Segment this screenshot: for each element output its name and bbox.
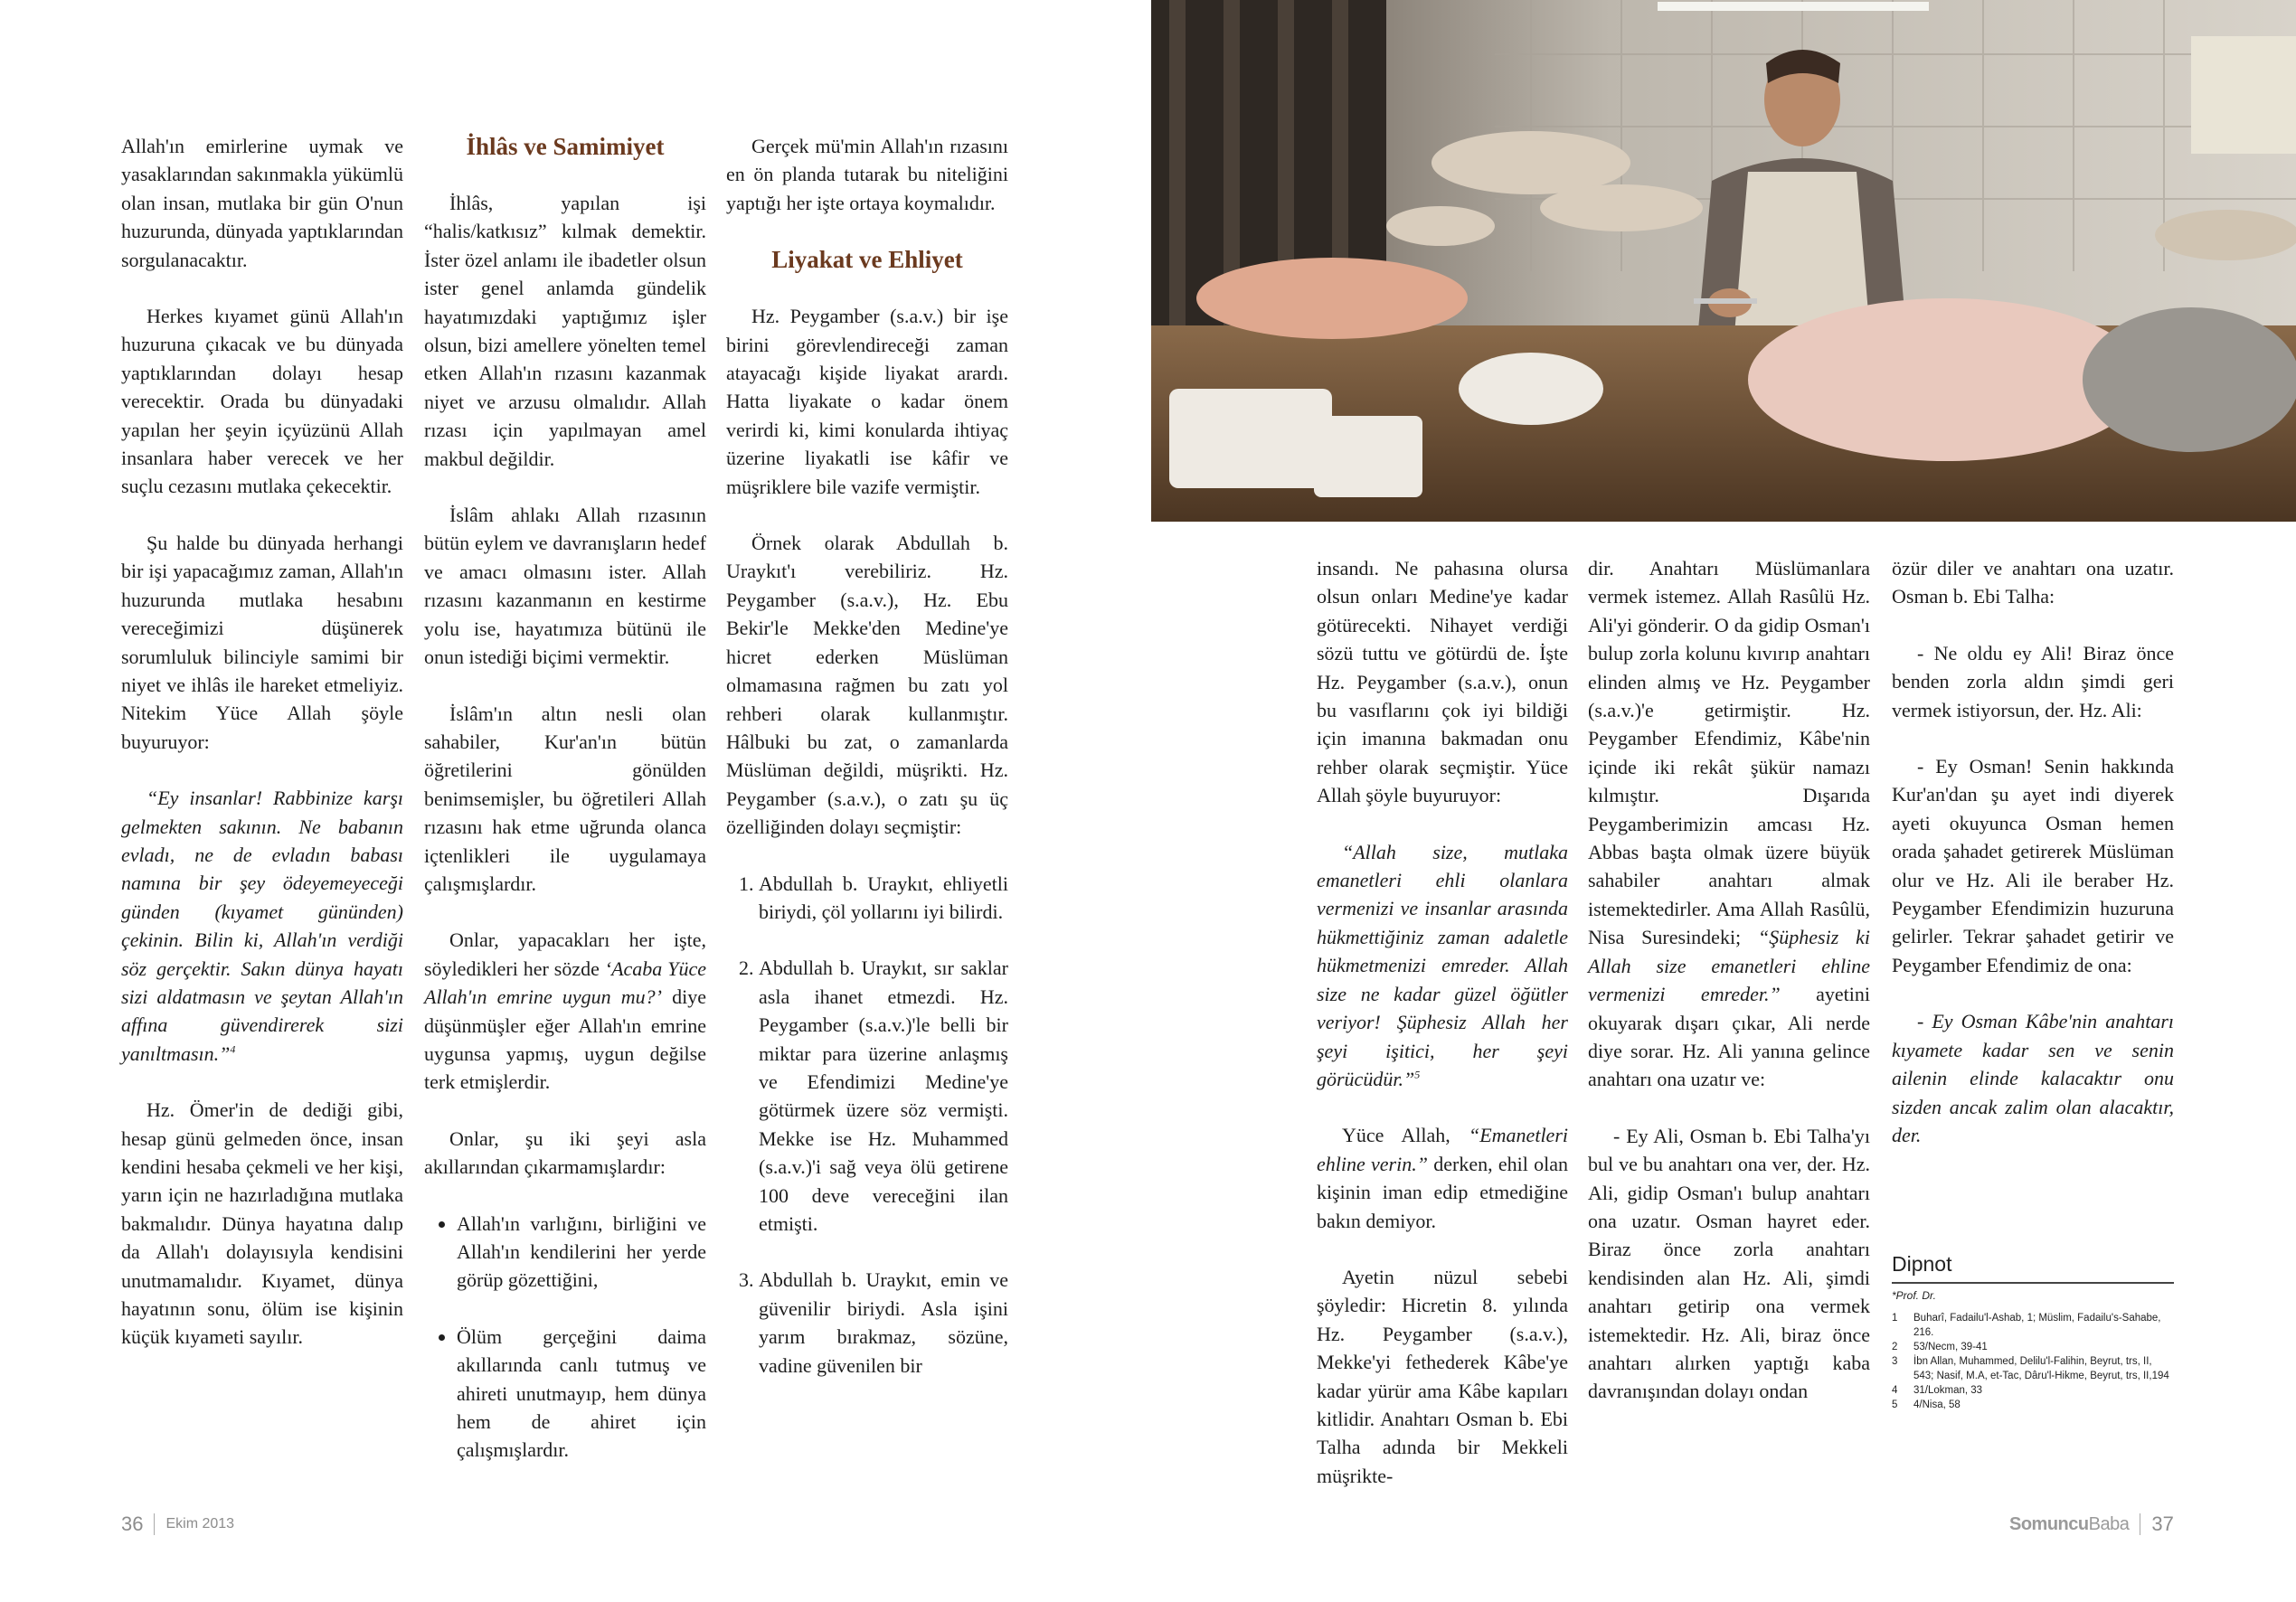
footer-divider: [154, 1513, 155, 1535]
text-run: Yüce Allah,: [1342, 1124, 1469, 1147]
column-4: [1317, 554, 1568, 1518]
page-number: 37: [2151, 1512, 2174, 1535]
column-2: [424, 132, 706, 1493]
footnote-text: 4/Nisa, 58: [1913, 1399, 1961, 1410]
fishmonger-photo: [1151, 0, 2296, 522]
paragraph: İslâm ahlakı Allah rızasının bütün eylem ve davranışların hedef ve amacı olmasını ister. Allah rızasını kazanmanın en kestirme yolu ise, hayatımıza bütünü ile onun istediği biçimi vermektir.: [424, 504, 706, 669]
paragraph: [1317, 1121, 1568, 1235]
bullet-list: [424, 1210, 706, 1465]
footnote-item: [1892, 1398, 2174, 1412]
list-item: • Allah'ın varlığını, birliğini ve Allah'ın kendilerini her yerde görüp gözettiğini,: [457, 1210, 706, 1295]
footnote-text: Buharî, Fadailu'l-Ashab, 1; Müslim, Fadailu's-Sahabe, 216.: [1913, 1313, 2161, 1338]
page-number: 36: [121, 1512, 144, 1535]
footnote-ref: 5: [1414, 1068, 1421, 1081]
paragraph: Hz. Ömer'in de dediği gibi, hesap günü gelmeden önce, insan kendini hesaba çekmeli ve her kişi, yarın için ne hazırladığına mutlaka bakmalıdır. Dünya hayatına dalıp da Allah'ı dolayısıyla kendisini unutmamalıdır. Kıyamet, dünya hayatının sonu, ölüm ise kişinin küçük kıyameti sayılır.: [121, 1098, 403, 1349]
footnote-item: [1892, 1383, 2174, 1398]
paragraph: - Ne oldu ey Ali! Biraz önce benden zorla aldın şimdi geri vermek istiyorsun, der. Hz. Ali:: [1892, 641, 2174, 721]
paragraph: Allah'ın emirlerine uymak ve yasaklarından sakınmakla yükümlü olan insan, mutlaka bir gün O'nun huzurunda, dünyada yaptıklarından sorgulanacaktır.: [121, 135, 403, 271]
inline-quote: “Şüphesiz ki Allah size emanetleri ehline vermenizi emreder.”: [1588, 926, 1870, 1006]
footnote-text: 31/Lokman, 33: [1913, 1385, 1983, 1396]
quote-text: “Allah size, mutlaka emanetleri ehli olanlara vermenizi ve insanlar arasında hükmettiğiniz zaman adaletle hükmetmenizi emreder. Allah size ne kadar güzel öğütler veriyor! Şüphesiz Allah her şeyi işitici, her şeyi görücüdür.”: [1317, 840, 1568, 1090]
paragraph: Ayetin nüzul sebebi şöyledir: Hicretin 8. yılında Hz. Peygamber (s.a.v.), Mekke'yi fethederek Kâbe'ye kadar yürür ama Kâbe kapıları kitlidir. Anahtarı Osman b. Ebi Talha adında bir Mekkeli müşrikte-: [1317, 1265, 1568, 1487]
quote: [1317, 838, 1568, 1094]
paragraph: Gerçek mü'min Allah'ın rızasını en ön planda tutarak bu niteliğini yaptığı her işte ortaya koymalıdır.: [726, 135, 1008, 214]
list-item: • Ölüm gerçeğini daima akıllarında canlı tutmuş ve ahireti unutmayıp, hem dünya hem de ahiret için çalışmışlardır.: [457, 1323, 706, 1465]
footnotes: [1892, 1252, 2174, 1412]
list-item: 1. Abdullah b. Uraykıt, ehliyetli biriydi, çöl yollarını iyi bilirdi.: [759, 870, 1008, 927]
text-run: derken, ehil olan kişinin iman edip etmediğine bakın demiyor.: [1317, 1152, 1568, 1232]
footnotes-title: Dipnot: [1892, 1252, 2174, 1284]
photo-illustration: [1151, 0, 2296, 522]
paragraph: - Ey Osman! Senin hakkında Kur'an'dan şu ayet indi diyerek ayeti okuyunca Osman hemen orada şahadet getirerek Müslüman olur ve Hz. Ali ile beraber Hz. Peygamber Efendimizin huzuruna gelirler. Tekrar şahadet getirir ve Peygamber Efendimiz de ona:: [1892, 755, 2174, 976]
paragraph: İhlâs, yapılan işi “halis/katkısız” kılmak demektir. İster özel anlamı ile ibadetler olsun ister genel anlamda gündelik hayatımızdaki yaptığımız işler olsun, bizi amellere yönelten temel etken Allah'ın rızasını kazanmak niyet ve arzusu olmalıdır. Allah rızası için yapılmayan amel makbul değildir.: [424, 192, 706, 470]
numbered-list: [726, 870, 1008, 1381]
footnote-item: [1892, 1354, 2174, 1383]
paragraph: [424, 926, 706, 1096]
text-run: Onlar, yapacakları her işte, söyledikleri her sözde: [424, 928, 706, 980]
list-item: 2. Abdullah b. Uraykıt, sır saklar asla ihanet etmezdi. Hz. Peygamber (s.a.v.)'le belli bir miktar para üzerine anlaşmış ve Efendimizi Medine'ye götürmek üzere söz vermişti. Mekke ise Hz. Muhammed (s.a.v.)'i sağ veya ölü getirene 100 deve vereceğini ilan etmişti.: [759, 954, 1008, 1238]
inline-quote: “Emanetleri ehline verin.”: [1317, 1124, 1568, 1175]
inline-quote: ‘Acaba Yüce Allah'ın emrine uygun mu?’: [424, 956, 706, 1009]
paragraph: Hz. Peygamber (s.a.v.) bir işe birini görevlendireceği zaman atayacağı kişide liyakat arardı. Hatta liyakate o kadar önem verirdi ki, kimi konularda ihtiyaç üzerine liyakatli ise kâfir ve müşriklere bile vazife vermiştir.: [726, 305, 1008, 498]
section-heading: Liyakat ve Ehliyet: [771, 246, 963, 274]
paragraph: insandı. Ne pahasına olursa olsun onları Medine'ye kadar götürecekti. Nihayet verdiği sözü tuttu ve götürdü de. İşte Hz. Peygamber (s.a.v.), onun bu vasıflarını çok iyi bildiği için imanına bakmadan onu rehber olarak seçmiştir. Yüce Allah şöyle buyuruyor:: [1317, 557, 1568, 807]
list-item: 3. Abdullah b. Uraykıt, emin ve güvenilir biriydi. Asla işini yarım bırakmaz, sözüne, vadine güvenilen bir: [759, 1266, 1008, 1380]
footer-right: [2009, 1512, 2174, 1536]
footnote-item: [1892, 1311, 2174, 1340]
paragraph: Şu halde bu dünyada herhangi bir işi yapacağımız zaman, Allah'ın huzurunda mutlaka hesabını vereceğimizi düşünerek sorumluluk bilinciyle samimi bir niyet ve ihlâs ile hareket etmeliyiz. Nitekim Yüce Allah şöyle buyuruyor:: [121, 531, 403, 753]
paragraph: Herkes kıyamet günü Allah'ın huzuruna çıkacak ve bu dünyada yaptıklarından dolayı hesap verecektir. Orada bu dünyadaki yapılan her şeyin içyüzünü Allah insanlara haber verecek ve her suçlu cezasını mutlaka çekecektir.: [121, 305, 403, 498]
issue-date: Ekim 2013: [165, 1516, 235, 1531]
section-heading: İhlâs ve Samimiyet: [466, 133, 665, 160]
footnote-ref: 4: [230, 1042, 236, 1056]
paragraph: Örnek olarak Abdullah b. Uraykıt'ı verebiliriz. Hz. Peygamber (s.a.v.), Hz. Ebu Bekir'le Mekke'den Medine'ye hicret ederken Müslüman olmamasına rağmen bu zatı yol rehberi olarak kullanmıştır. Hâlbuki bu zat, o zamanlarda Müslüman değildi, müşrikti. Hz. Peygamber (s.a.v.), o zatı şu üç özelliğinden dolayı seçmiştir:: [726, 532, 1008, 839]
paragraph: - Ey Osman Kâbe'nin anahtarı kıyamete kadar sen ve senin ailenin elinde kalacaktır onu sizden ancak zalim olan alacaktır, der.: [1892, 1010, 2174, 1146]
text-run: dir. Anahtarı Müslümanlara vermek istemez. Allah Rasûlü Hz. Ali'yi gönderir. O da gidip Osman'ı bulup zorla kolunu kıvırıp anahtarı elinden almış ve Hz. Peygamber (s.a.v.)'e getirmiştir. Hz. Peygamber Efendimiz, Kâbe'nin içinde iki rekât şükür namazı kılmıştır. Dışarıda Peygamberimizin amcası Hz. Abbas başta olmak üzere büyük sahabiler anahtarı almak istemektedirler. Ama Allah Rasûlü, Nisa Suresindeki;: [1588, 557, 1870, 949]
column-1: [121, 132, 403, 1380]
footnote-number: 2: [1892, 1342, 1898, 1352]
column-6: [1892, 554, 2174, 1177]
footer-left: [121, 1512, 234, 1536]
paragraph: Onlar, şu iki şeyi asla akıllarından çıkarmamışlardır:: [424, 1126, 706, 1179]
footnote-number: 1: [1892, 1313, 1898, 1324]
paragraph: [1588, 554, 1870, 1094]
footnote-number: 3: [1892, 1356, 1898, 1367]
paragraph: İslâm'ın altın nesli olan sahabiler, Kur'an'ın bütün öğretilerini gönülden benimsemişler, bu öğretileri Allah rızasını hak etme uğrunda olanca içtenlikleri ile uygulamaya çalışmışlardır.: [424, 702, 706, 895]
quote-text: “Ey insanlar! Rabbinize karşı gelmekten sakının. Ne babanın evladı, ne de evladın babası namına bir şey ödeyemeyeceği günden (kıyamet gününden) çekinin. Bilin ki, Allah'ın verdiği söz gerçektir. Sakın dünya hayatı sizi aldatmasın ve şeytan Allah'ın affına güvendirerek sizi yanıltmasın.”: [121, 787, 403, 1065]
author-note: *Prof. Dr.: [1892, 1289, 1936, 1302]
footnote-text: 53/Necm, 39-41: [1913, 1342, 1988, 1352]
text-run: ayetini okuyarak dışarı çıkar, Ali nerde diye sorar. Hz. Ali yanına gelince anahtarı ona uzatır ve:: [1588, 983, 1870, 1091]
column-5: [1588, 554, 1870, 1434]
text-run: diye düşünmüşler eğer Allah'ın emrine uygunsa yapmış, uygun değilse terk etmişlerdir.: [424, 985, 706, 1094]
brand-part: Baba: [2088, 1513, 2130, 1534]
paragraph: özür diler ve anahtarı ona uzatır. Osman b. Ebi Talha:: [1892, 557, 2174, 608]
footnote-text: İbn Allan, Muhammed, Delilu'l-Falihin, Beyrut, trs, II, 543; Nasif, M.A, et-Tac, Dâru'l-Hikme, Beyrut, trs, II,194: [1913, 1356, 2169, 1381]
footnote-item: [1892, 1340, 2174, 1354]
brand-part: Somuncu: [2009, 1513, 2089, 1534]
footnote-number: 4: [1892, 1385, 1898, 1396]
magazine-brand: [2009, 1514, 2129, 1535]
quote: [121, 784, 403, 1068]
paragraph: - Ey Ali, Osman b. Ebi Talha'yı bul ve bu anahtarı ona ver, der. Hz. Ali, gidip Osman'ı bulup anahtarı ona uzatır. Osman hayret eder. Biraz önce zorla anahtarı kendisinden alan Hz. Ali, şimdi anahtarı getirip ona vermek istemektedir. Hz. Ali, biraz önce anahtarı alırken yaptığı kaba davranışından dolayı ondan: [1588, 1124, 1870, 1403]
footnote-number: 5: [1892, 1399, 1898, 1410]
column-3: [726, 132, 1008, 1408]
